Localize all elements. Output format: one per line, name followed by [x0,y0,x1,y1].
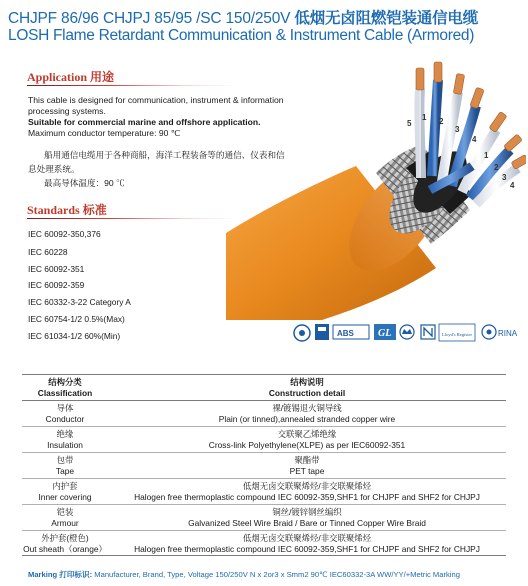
row-classification [22,507,108,528]
classification-en: Conductor [45,413,85,424]
core-label: 1 [484,151,489,160]
classification-en: Tape [55,465,75,476]
row-detail [108,481,506,502]
construction-table [22,374,506,556]
classification-en: Armour [51,517,79,528]
detail-cn: 裸/镀锡退火铜导线 [272,403,342,413]
row-detail [108,429,506,450]
standards-heading-cn: 标准 [82,203,107,217]
standard-item: IEC 60092-350,376 [28,229,101,239]
core-label: 2 [494,163,499,172]
section-divider [27,85,237,86]
row-classification [22,403,108,424]
section-divider [27,218,237,219]
gl-logo-icon [374,324,396,340]
classification-en: Out sheath（orange） [23,543,107,554]
header-detail-en: Construction detail [268,387,346,398]
row-classification [22,455,108,476]
ccs-logo-icon [294,325,310,341]
table-header-row [22,374,506,401]
lloyds-logo-text: Lloyd's Register [442,332,473,337]
header-detail-cn: 结构说明 [290,377,324,387]
lloyds-register-logo-icon [439,324,475,341]
standard-item: IEC 61034-1/2 60%(Min) [28,331,121,341]
gl-logo-text: GL [378,328,392,339]
certification-logos [292,320,526,346]
row-classification [22,533,108,554]
standard-item: IEC 60332-3-22 Category A [28,297,131,307]
detail-en: Galvanized Steel Wire Braid / Bare or Tinned Copper Wire Braid [188,517,426,528]
application-heading [27,68,114,85]
application-line: This cable is designed for communication, instrument & information [28,95,284,105]
table-row [22,401,506,427]
standards-heading-en: Standards [27,203,80,217]
application-cn-line: 最高导体温度：90 ℃ [44,178,125,188]
core-label: 4 [472,135,477,144]
classification-cn: 外护套(橙色) [41,533,89,543]
header-classification [22,377,108,398]
row-detail [108,533,506,554]
application-line: Maximum conductor temperature: 90 ℃ [28,128,181,138]
row-classification [22,481,108,502]
classification-en: Insulation [47,439,83,450]
table-row [22,427,506,453]
marking-label: Marking 打印标识: [28,570,93,579]
detail-cn: 低烟无卤交联聚烯烃/非交联聚烯烃 [243,533,371,543]
header-classification-en: Classification [37,387,93,398]
classification-cn: 导体 [56,403,74,413]
detail-en: PET tape [289,465,325,476]
header-classification-cn: 结构分类 [48,377,82,387]
detail-cn: 铜丝/镀锌钢丝编织 [272,507,342,517]
rina-logo-text: RINA [498,329,518,338]
row-detail [108,455,506,476]
detail-cn: 交联聚乙烯绝缘 [277,429,337,439]
title-codes: CHJPF 86/96 CHJPJ 85/95 /SC 150/250V [8,10,291,27]
crown-logo-icon [400,325,414,339]
detail-cn: 低烟无卤交联聚烯烃/非交联聚烯烃 [243,481,371,491]
title-chinese: 低烟无卤阻燃铠装通信电缆 [294,10,479,27]
application-line: Suitable for commercial marine and offshore application. [28,117,261,127]
page-title [8,6,478,28]
detail-en: Cross-link Polyethylene(XLPE) as per IEC60092-351 [208,439,406,450]
standard-item: IEC 60092-359 [28,280,85,290]
standard-item: IEC 60754-1/2 0.5%(Max) [28,314,125,324]
core-label: 4 [510,181,515,190]
abs-logo-text: ABS [337,329,354,338]
detail-cn: 聚酯带 [294,455,320,465]
row-detail [108,507,506,528]
classification-cn: 内护套 [52,481,78,491]
nk-logo-icon [421,325,435,339]
table-row [22,479,506,505]
page-subtitle: LOSH Flame Retardant Communication & Instrument Cable (Armored) [8,27,475,44]
cable-illustration [226,58,526,320]
core-label: 1 [422,113,427,122]
detail-en: Halogen free thermoplastic compound IEC 60092-359,SHF1 for CHJPF and SHF2 for CHJPJ [134,491,480,502]
detail-en: Plain (or tinned),annealed stranded copper wire [218,413,396,424]
classification-en: Inner covering [38,491,92,502]
row-detail [108,403,506,424]
row-classification [22,429,108,450]
rina-logo-icon [482,325,518,339]
application-line: processing systems. [28,106,106,116]
application-cn-line: 息处理系统。 [28,164,80,174]
classification-cn: 绝缘 [56,429,74,439]
marking-text: Manufacturer, Brand, Type, Voltage 150/250V N x 2or3 x Smm2 90℃ IEC60332-3A WW/YY/+Metric Marking [94,570,460,579]
core-label: 3 [502,173,507,182]
core-label: 3 [455,125,460,134]
core-label: 5 [407,119,412,128]
table-row [22,453,506,479]
classification-cn: 铠装 [56,507,74,517]
standard-item: IEC 60092-351 [28,264,85,274]
standard-item: IEC 60228 [28,247,68,257]
core-label: 2 [439,117,444,126]
table-row [22,531,506,556]
classification-cn: 包带 [56,455,74,465]
table-row [22,505,506,531]
marking-line [28,569,460,580]
application-heading-cn: 用途 [90,70,115,84]
application-cn-line: 船用通信电缆用于各种商船，海洋工程装备等的通信、仪表和信 [44,150,285,160]
standards-heading [27,201,107,218]
detail-en: Halogen free thermoplastic compound IEC 60092-359,SHF1 for CHJPF and SHF2 for CHJPJ [134,543,480,554]
shield-logo-icon [315,324,329,340]
header-construction-detail [108,377,506,398]
application-heading-en: Application [27,70,88,84]
abs-logo-icon [333,325,369,339]
insulated-cores [419,80,518,204]
